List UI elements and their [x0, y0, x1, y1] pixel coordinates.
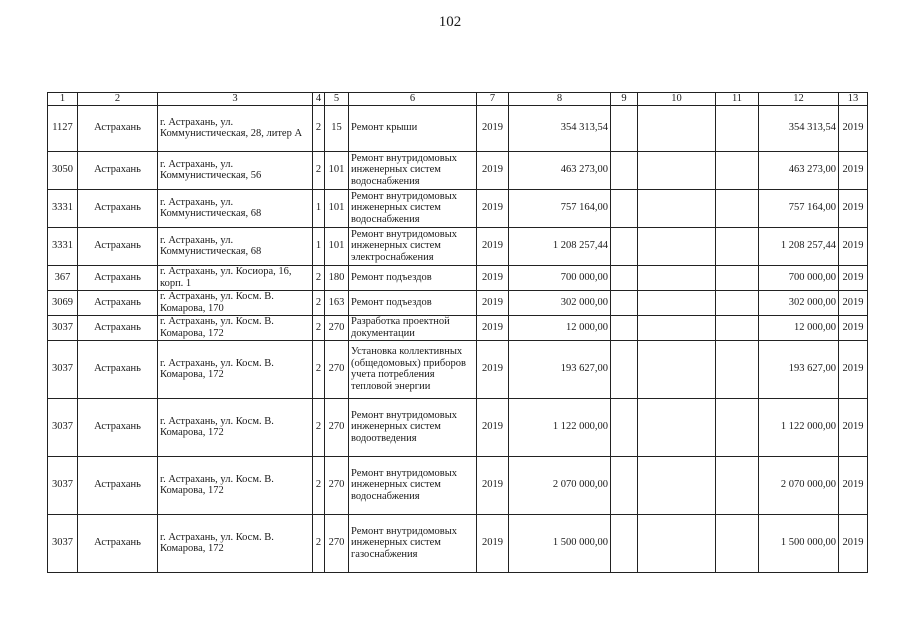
year: 2019 — [477, 227, 509, 265]
col-10-value — [638, 514, 716, 572]
col-header: 11 — [716, 93, 759, 106]
col-5-value: 163 — [325, 290, 349, 315]
col-5-value: 101 — [325, 189, 349, 227]
year: 2019 — [477, 340, 509, 398]
col-10-value — [638, 227, 716, 265]
work-type: Ремонт внутридомовых инженерных систем газоснабжения — [349, 514, 477, 572]
col-header: 13 — [839, 93, 868, 106]
municipality: Астрахань — [78, 265, 158, 290]
col-4-value: 1 — [313, 227, 325, 265]
col-header: 4 — [313, 93, 325, 106]
house-id: 3037 — [48, 315, 78, 340]
year: 2019 — [477, 105, 509, 151]
municipality: Астрахань — [78, 189, 158, 227]
cost-total: 302 000,00 — [509, 290, 611, 315]
table-row — [48, 340, 868, 398]
address: г. Астрахань, ул. Косм. В. Комарова, 172 — [158, 456, 313, 514]
cost-total: 757 164,00 — [509, 189, 611, 227]
house-id: 3037 — [48, 398, 78, 456]
year: 2019 — [477, 456, 509, 514]
cost-fund: 302 000,00 — [759, 290, 839, 315]
year: 2019 — [477, 315, 509, 340]
col-header: 10 — [638, 93, 716, 106]
table-row — [48, 227, 868, 265]
col-header: 6 — [349, 93, 477, 106]
col-9-value — [611, 315, 638, 340]
cost-fund: 193 627,00 — [759, 340, 839, 398]
table-row — [48, 456, 868, 514]
col-5-value: 101 — [325, 151, 349, 189]
year: 2019 — [477, 151, 509, 189]
municipality: Астрахань — [78, 456, 158, 514]
cost-fund: 757 164,00 — [759, 189, 839, 227]
work-type: Ремонт крыши — [349, 105, 477, 151]
completion-year: 2019 — [839, 227, 868, 265]
col-4-value: 2 — [313, 398, 325, 456]
col-9-value — [611, 398, 638, 456]
col-9-value — [611, 189, 638, 227]
cost-fund: 354 313,54 — [759, 105, 839, 151]
col-10-value — [638, 265, 716, 290]
col-5-value: 270 — [325, 315, 349, 340]
house-id: 3331 — [48, 189, 78, 227]
col-4-value: 2 — [313, 514, 325, 572]
work-type: Ремонт внутридомовых инженерных систем водоснабжения — [349, 189, 477, 227]
col-4-value: 2 — [313, 151, 325, 189]
completion-year: 2019 — [839, 151, 868, 189]
col-9-value — [611, 340, 638, 398]
col-10-value — [638, 398, 716, 456]
col-10-value — [638, 189, 716, 227]
col-header: 5 — [325, 93, 349, 106]
municipality: Астрахань — [78, 340, 158, 398]
cost-fund: 700 000,00 — [759, 265, 839, 290]
col-10-value — [638, 340, 716, 398]
completion-year: 2019 — [839, 315, 868, 340]
house-id: 3037 — [48, 340, 78, 398]
completion-year: 2019 — [839, 456, 868, 514]
address: г. Астрахань, ул. Коммунистическая, 68 — [158, 189, 313, 227]
address: г. Астрахань, ул. Косм. В. Комарова, 172 — [158, 398, 313, 456]
col-9-value — [611, 105, 638, 151]
col-11-value — [716, 456, 759, 514]
col-header: 9 — [611, 93, 638, 106]
municipality: Астрахань — [78, 290, 158, 315]
col-header: 3 — [158, 93, 313, 106]
completion-year: 2019 — [839, 189, 868, 227]
cost-total: 2 070 000,00 — [509, 456, 611, 514]
table-row — [48, 151, 868, 189]
year: 2019 — [477, 514, 509, 572]
col-4-value: 2 — [313, 340, 325, 398]
address: г. Астрахань, ул. Коммунистическая, 28, литер А — [158, 105, 313, 151]
col-9-value — [611, 290, 638, 315]
col-4-value: 1 — [313, 189, 325, 227]
col-11-value — [716, 340, 759, 398]
table-row — [48, 315, 868, 340]
col-5-value: 15 — [325, 105, 349, 151]
col-4-value: 2 — [313, 290, 325, 315]
col-5-value: 270 — [325, 340, 349, 398]
table-row — [48, 105, 868, 151]
col-11-value — [716, 514, 759, 572]
col-header: 8 — [509, 93, 611, 106]
col-header: 1 — [48, 93, 78, 106]
completion-year: 2019 — [839, 340, 868, 398]
work-type: Ремонт подъездов — [349, 290, 477, 315]
completion-year: 2019 — [839, 398, 868, 456]
year: 2019 — [477, 290, 509, 315]
col-10-value — [638, 456, 716, 514]
cost-fund: 2 070 000,00 — [759, 456, 839, 514]
col-11-value — [716, 398, 759, 456]
col-11-value — [716, 105, 759, 151]
work-type: Ремонт внутридомовых инженерных систем водоотведения — [349, 398, 477, 456]
col-11-value — [716, 151, 759, 189]
year: 2019 — [477, 398, 509, 456]
house-id: 3037 — [48, 514, 78, 572]
address: г. Астрахань, ул. Косм. В. Комарова, 172 — [158, 315, 313, 340]
col-5-value: 270 — [325, 514, 349, 572]
house-id: 3050 — [48, 151, 78, 189]
municipality: Астрахань — [78, 398, 158, 456]
column-number-row — [48, 93, 868, 106]
col-4-value: 2 — [313, 265, 325, 290]
col-11-value — [716, 227, 759, 265]
col-4-value: 2 — [313, 105, 325, 151]
col-10-value — [638, 151, 716, 189]
col-11-value — [716, 189, 759, 227]
work-type: Установка коллективных (общедомовых) приборов учета потребления тепловой энергии — [349, 340, 477, 398]
address: г. Астрахань, ул. Коммунистическая, 68 — [158, 227, 313, 265]
col-10-value — [638, 290, 716, 315]
cost-total: 700 000,00 — [509, 265, 611, 290]
work-type: Ремонт подъездов — [349, 265, 477, 290]
cost-fund: 1 500 000,00 — [759, 514, 839, 572]
cost-total: 12 000,00 — [509, 315, 611, 340]
cost-fund: 463 273,00 — [759, 151, 839, 189]
completion-year: 2019 — [839, 265, 868, 290]
municipality: Астрахань — [78, 105, 158, 151]
address: г. Астрахань, ул. Косм. В. Комарова, 170 — [158, 290, 313, 315]
col-10-value — [638, 105, 716, 151]
address: г. Астрахань, ул. Косм. В. Комарова, 172 — [158, 514, 313, 572]
cost-fund: 1 208 257,44 — [759, 227, 839, 265]
municipality: Астрахань — [78, 151, 158, 189]
capital-repair-table — [47, 92, 868, 573]
year: 2019 — [477, 189, 509, 227]
cost-total: 193 627,00 — [509, 340, 611, 398]
page-number: 102 — [438, 14, 462, 30]
work-type: Ремонт внутридомовых инженерных систем водоснабжения — [349, 151, 477, 189]
col-4-value: 2 — [313, 456, 325, 514]
cost-fund: 1 122 000,00 — [759, 398, 839, 456]
col-5-value: 180 — [325, 265, 349, 290]
municipality: Астрахань — [78, 315, 158, 340]
table-row — [48, 189, 868, 227]
table-row — [48, 265, 868, 290]
col-header: 7 — [477, 93, 509, 106]
cost-total: 463 273,00 — [509, 151, 611, 189]
col-5-value: 270 — [325, 398, 349, 456]
table-row — [48, 398, 868, 456]
address: г. Астрахань, ул. Косиора, 16, корп. 1 — [158, 265, 313, 290]
table-row — [48, 290, 868, 315]
col-9-value — [611, 151, 638, 189]
col-11-value — [716, 265, 759, 290]
house-id: 3069 — [48, 290, 78, 315]
cost-total: 1 500 000,00 — [509, 514, 611, 572]
completion-year: 2019 — [839, 514, 868, 572]
work-type: Ремонт внутридомовых инженерных систем электроснабжения — [349, 227, 477, 265]
address: г. Астрахань, ул. Коммунистическая, 56 — [158, 151, 313, 189]
col-header: 12 — [759, 93, 839, 106]
house-id: 3037 — [48, 456, 78, 514]
col-9-value — [611, 227, 638, 265]
municipality: Астрахань — [78, 227, 158, 265]
house-id: 1127 — [48, 105, 78, 151]
cost-fund: 12 000,00 — [759, 315, 839, 340]
address: г. Астрахань, ул. Косм. В. Комарова, 172 — [158, 340, 313, 398]
cost-total: 1 208 257,44 — [509, 227, 611, 265]
table-row — [48, 514, 868, 572]
col-9-value — [611, 456, 638, 514]
col-11-value — [716, 315, 759, 340]
col-11-value — [716, 290, 759, 315]
year: 2019 — [477, 265, 509, 290]
house-id: 3331 — [48, 227, 78, 265]
col-header: 2 — [78, 93, 158, 106]
work-type: Ремонт внутридомовых инженерных систем водоснабжения — [349, 456, 477, 514]
cost-total: 1 122 000,00 — [509, 398, 611, 456]
work-type: Разработка проектной документации — [349, 315, 477, 340]
municipality: Астрахань — [78, 514, 158, 572]
col-9-value — [611, 514, 638, 572]
cost-total: 354 313,54 — [509, 105, 611, 151]
house-id: 367 — [48, 265, 78, 290]
col-5-value: 101 — [325, 227, 349, 265]
col-4-value: 2 — [313, 315, 325, 340]
col-9-value — [611, 265, 638, 290]
col-10-value — [638, 315, 716, 340]
col-5-value: 270 — [325, 456, 349, 514]
completion-year: 2019 — [839, 290, 868, 315]
completion-year: 2019 — [839, 105, 868, 151]
